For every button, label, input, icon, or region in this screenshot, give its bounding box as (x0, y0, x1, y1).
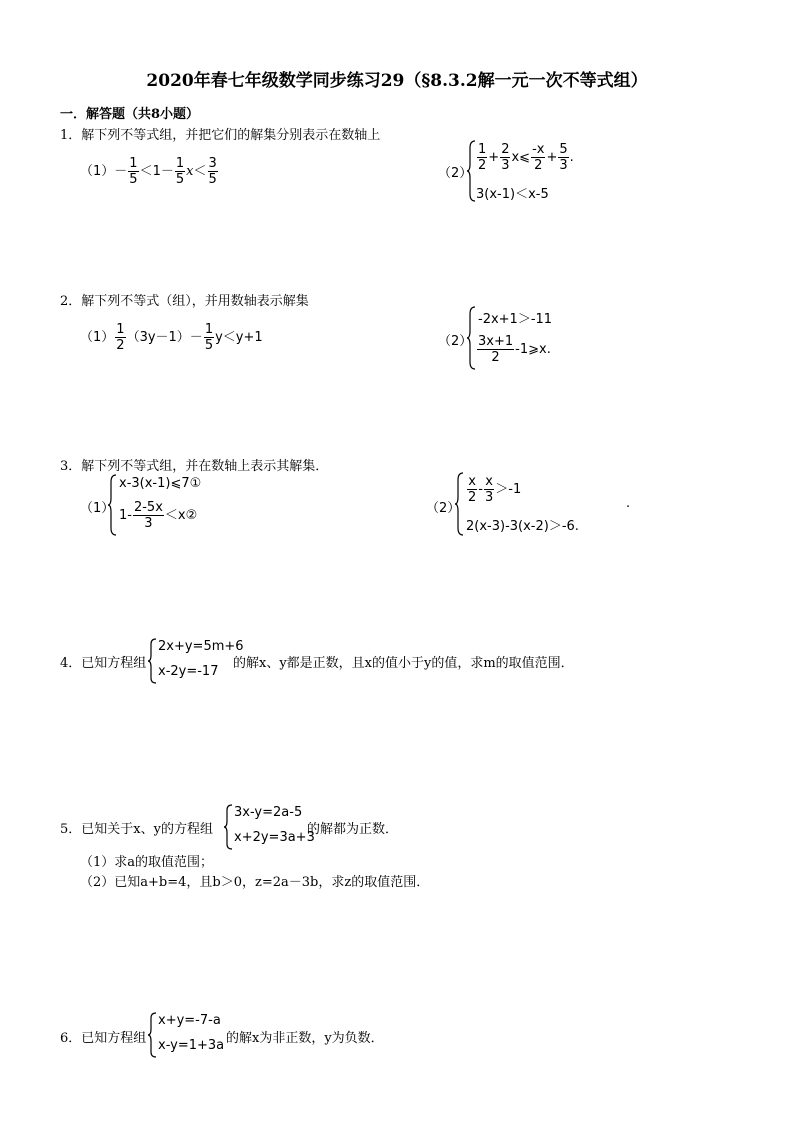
q3-part1-label: （1） (80, 501, 115, 516)
question-2-text: 2．解下列不等式（组），并用数轴表示解集 (60, 294, 309, 309)
variable: x (186, 164, 194, 179)
question-4-post: 的解x、y都是正数，且x的值小于y的值，求m的取值范围． (233, 656, 574, 671)
left-brace-icon (454, 472, 464, 536)
left-brace-icon (147, 638, 157, 684)
q4-eq1: 2x+y=5m+6 (158, 639, 244, 654)
q4-eq2: x-2y=-17 (158, 664, 219, 679)
q1-part2-label: （2） (438, 166, 473, 181)
question-1-text: 1．解下列不等式组，并把它们的解集分别表示在数轴上 (60, 128, 381, 143)
q2-part2-line2: $\frac{3x+1}{2}$ -1⩾x. (478, 334, 551, 365)
question-6-post: 的解x为非正数，y为负数． (226, 1031, 384, 1046)
left-brace-icon (147, 1012, 157, 1058)
q1-part1-label: （1） (80, 164, 115, 179)
q5-eq1: 3x-y=2a-5 (234, 805, 303, 820)
section-heading: 一．解答题（共8小题） (60, 107, 200, 122)
q6-eq2: x-y=1+3a (158, 1038, 225, 1053)
q1-part2-line2: 3(x-1)＜x-5 (476, 187, 549, 202)
q3-part1-line1: x-3(x-1)⩽7① (119, 476, 202, 491)
q1-part2-line1: $\frac{1}{2}$ + $\frac{2}{3}$ x⩽ $\frac{-x}{2}$ + $\frac{5}{3}$ . (478, 142, 574, 173)
question-4-pre: 4．已知方程组 (60, 656, 147, 671)
left-brace-icon (223, 804, 233, 850)
question-3-text: 3．解下列不等式组，并在数轴上表示其解集． (60, 459, 329, 474)
q3-part2-label: （2） (426, 501, 461, 516)
expr-text: ＜ (193, 164, 207, 179)
minus-sign: － (114, 164, 128, 179)
q6-eq1: x+y=-7-a (158, 1013, 221, 1028)
q2-part2-label: （2） (438, 334, 473, 349)
left-brace-icon (466, 306, 476, 370)
fraction: $\frac{3}{5}$ (208, 156, 217, 187)
page-title: 2020年春七年级数学同步练习29（§8.3.2解一元一次不等式组） (146, 71, 648, 91)
q5-eq2: x+2y=3a+3 (234, 830, 315, 845)
question-5-post: 的解都为正数． (307, 822, 399, 837)
q1-part1 (80, 156, 219, 187)
q3-part2-line1: $\frac{x}{2}$ - $\frac{x}{3}$ ＞-1 (468, 474, 522, 505)
fraction: $\frac{1}{5}$ (175, 156, 185, 187)
question-5-sub1: （1）求a的取值范围； (80, 855, 214, 870)
expr-text: ＜1－ (139, 164, 174, 179)
question-6-pre: 6．已知方程组 (60, 1031, 147, 1046)
question-5-pre: 5．已知关于x、y的方程组 (60, 822, 213, 837)
fraction: $\frac{1}{5}$ (129, 156, 138, 187)
question-5-sub2: （2）已知a+b=4，且b＞0，z=2a－3b，求z的取值范围． (80, 875, 430, 890)
q2-part1: （1） $\frac{1}{2}$ （3y－1）－ $\frac{1}{5}$ y＜y+1 (80, 322, 263, 353)
q3-part1-line2: 1- $\frac{2-5x}{3}$ ＜x② (119, 500, 198, 531)
left-brace-icon (466, 140, 476, 202)
q3-part2-dot: . (626, 496, 631, 511)
q3-part2-line2: 2(x-3)-3(x-2)＞-6. (466, 519, 579, 534)
q2-part2-line1: -2x+1＞-11 (478, 312, 553, 327)
left-brace-icon (107, 474, 117, 536)
